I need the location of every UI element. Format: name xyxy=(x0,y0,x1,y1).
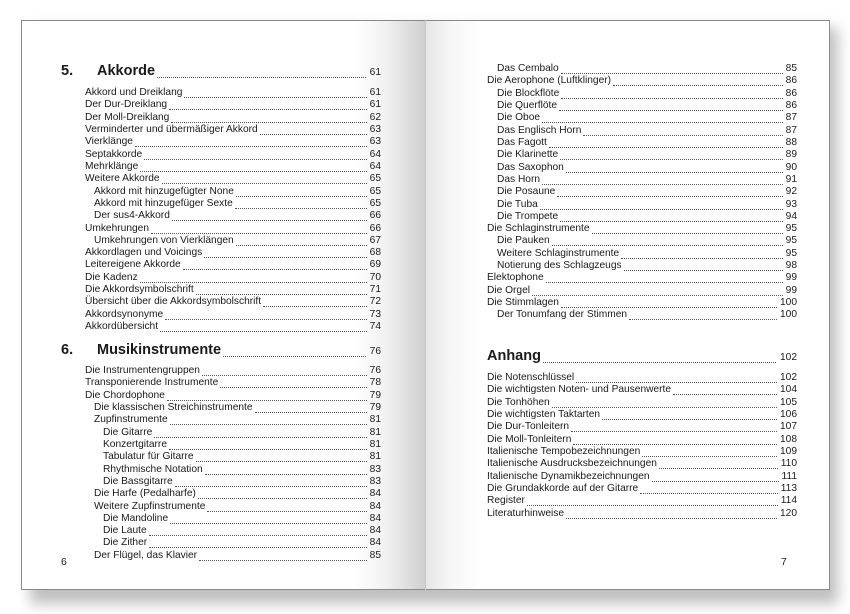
toc-entry-page: 114 xyxy=(780,495,797,507)
toc-entry-page: 66 xyxy=(369,210,381,222)
dot-leader xyxy=(236,235,367,246)
toc-entry[interactable] xyxy=(85,136,381,149)
dot-leader xyxy=(566,508,777,519)
toc-entry-page: 87 xyxy=(785,124,797,136)
toc-entry-page: 86 xyxy=(785,75,797,87)
toc-entry-page: 84 xyxy=(369,488,381,500)
toc-entry-page: 63 xyxy=(369,136,381,148)
toc-entry-page: 65 xyxy=(369,197,381,209)
toc-entry[interactable] xyxy=(85,272,381,285)
toc-entry[interactable] xyxy=(85,99,381,112)
toc-entry-label: Akkord mit hinzugefüger Sexte xyxy=(94,197,233,209)
dot-leader xyxy=(149,537,366,548)
toc-entry-label: Akkordübersicht xyxy=(85,321,159,333)
dot-leader xyxy=(154,427,366,438)
toc-entry-label: Die Instrumentengruppen xyxy=(85,365,200,376)
dot-leader xyxy=(149,525,367,536)
toc-entry[interactable] xyxy=(497,211,797,224)
toc-entry[interactable] xyxy=(85,161,381,174)
toc-entry-page: 61 xyxy=(369,99,381,111)
toc-entry[interactable] xyxy=(497,260,797,273)
toc-entry[interactable] xyxy=(487,508,797,521)
toc-entry[interactable] xyxy=(487,75,797,88)
toc-entry[interactable] xyxy=(497,309,797,322)
toc-entry[interactable] xyxy=(497,63,797,76)
toc-entry-label: Die Laute xyxy=(103,525,147,537)
dot-leader xyxy=(613,75,783,86)
toc-entry-label: Die Mandoline xyxy=(103,512,169,524)
dot-leader xyxy=(260,124,367,135)
toc-entry-label: Die Tuba xyxy=(497,198,538,210)
chapter-page-number: 102 xyxy=(780,352,797,363)
dot-leader xyxy=(172,210,367,221)
toc-entry-page: 83 xyxy=(369,463,381,475)
toc-entry-label: Mehrklänge xyxy=(85,160,139,172)
toc-entry-page: 109 xyxy=(780,445,797,457)
dot-leader xyxy=(205,464,367,475)
dot-leader xyxy=(642,446,777,457)
dot-leader xyxy=(542,112,783,123)
toc-entry-label: Die wichtigsten Taktarten xyxy=(487,408,601,420)
dot-leader xyxy=(552,235,783,246)
toc-entry[interactable] xyxy=(497,137,797,150)
toc-entry-label: Die Trompete xyxy=(497,210,559,222)
toc-entry[interactable] xyxy=(497,162,797,175)
chapter-5-heading[interactable] xyxy=(61,63,381,81)
toc-entry[interactable] xyxy=(94,210,381,223)
toc-entry-page: 88 xyxy=(785,136,797,148)
toc-entry[interactable] xyxy=(497,88,797,101)
toc-entry-label: Die Blockflöte xyxy=(497,87,560,99)
toc-entry[interactable] xyxy=(94,414,381,427)
toc-entry[interactable] xyxy=(487,434,797,447)
toc-entry-label: Die Tonhöhen xyxy=(487,396,550,408)
dot-leader xyxy=(171,112,366,123)
dot-leader xyxy=(198,488,367,499)
toc-entry-label: Die Klarinette xyxy=(497,149,559,161)
toc-entry[interactable] xyxy=(487,409,797,422)
dot-leader xyxy=(236,186,367,197)
dot-leader xyxy=(135,136,367,147)
toc-entry-label: Die Zither xyxy=(103,537,148,549)
toc-entry-page: 106 xyxy=(780,408,797,420)
toc-entry-page: 68 xyxy=(369,247,381,259)
toc-entry-label: Die Aerophone (Luftklinger) xyxy=(487,75,612,87)
toc-entry-label: Die Dur-Tonleitern xyxy=(487,421,570,433)
toc-entry-page: 100 xyxy=(780,309,797,321)
toc-entry-page: 65 xyxy=(369,173,381,185)
dot-leader xyxy=(673,384,777,395)
toc-entry-page: 91 xyxy=(785,173,797,185)
toc-entry[interactable] xyxy=(85,112,381,125)
dot-leader xyxy=(196,451,367,462)
toc-entry-label: Übersicht über die Akkordsymbolschrift xyxy=(85,296,262,308)
dot-leader xyxy=(220,377,366,388)
toc-entry[interactable] xyxy=(497,100,797,113)
toc-entry-label: Akkordsynonyme xyxy=(85,308,164,320)
toc-entry-page: 81 xyxy=(369,426,381,438)
toc-entry[interactable] xyxy=(85,365,381,378)
dot-leader xyxy=(573,434,777,445)
toc-entry-page: 93 xyxy=(785,198,797,210)
toc-entry-page: 83 xyxy=(369,475,381,487)
page-number-right: 7 xyxy=(781,556,787,568)
toc-entry-label: Septakkorde xyxy=(85,148,143,160)
toc-entry-label: Literaturhinweise xyxy=(487,507,565,519)
toc-entry-page: 81 xyxy=(369,451,381,463)
toc-entry-page: 61 xyxy=(369,87,381,98)
toc-entry-label: Weitere Akkorde xyxy=(85,173,160,185)
dot-leader xyxy=(170,414,367,425)
dot-leader xyxy=(255,402,367,413)
chapter-6-heading[interactable] xyxy=(61,342,381,360)
toc-entry-page: 107 xyxy=(780,421,797,433)
toc-entry-page: 81 xyxy=(369,414,381,426)
toc-entry[interactable] xyxy=(103,525,381,538)
toc-entry-label: Akkordlagen und Voicings xyxy=(85,247,203,259)
toc-entry-label: Weitere Zupfinstrumente xyxy=(94,500,206,512)
dot-leader xyxy=(546,272,783,283)
toc-entry-page: 111 xyxy=(781,470,797,482)
toc-entry-page: 105 xyxy=(780,396,797,408)
toc-entry[interactable] xyxy=(85,259,381,272)
toc-entry-label: Konzertgitarre xyxy=(103,438,167,450)
toc-entry-label: Die Notenschlüssel xyxy=(487,372,575,383)
dot-leader xyxy=(204,247,366,258)
dot-leader xyxy=(542,174,783,185)
toc-entry[interactable] xyxy=(103,537,381,550)
toc-entry[interactable] xyxy=(487,272,797,285)
dot-leader xyxy=(175,476,367,487)
toc-entry[interactable] xyxy=(487,372,797,385)
chapter-title: Musikinstrumente xyxy=(97,342,222,358)
toc-entry-label: Die Posaune xyxy=(497,186,556,198)
dot-leader xyxy=(559,100,783,111)
dot-leader xyxy=(160,321,367,332)
toc-entry-label: Akkord und Dreiklang xyxy=(85,87,183,98)
toc-entry[interactable] xyxy=(94,186,381,199)
book-gutter xyxy=(425,20,426,590)
toc-entry[interactable] xyxy=(85,124,381,137)
toc-entry-label: Das Fagott xyxy=(497,136,547,148)
toc-entry-label: Verminderter und übermäßiger Akkord xyxy=(85,123,258,135)
toc-entry[interactable] xyxy=(487,297,797,310)
toc-entry-page: 99 xyxy=(785,284,797,296)
dot-leader xyxy=(167,390,367,401)
toc-entry[interactable] xyxy=(487,223,797,236)
toc-entry[interactable] xyxy=(85,296,381,309)
dot-leader xyxy=(140,272,367,283)
toc-entry[interactable] xyxy=(94,550,381,563)
dot-leader xyxy=(202,365,367,376)
toc-entry-page: 71 xyxy=(369,284,381,296)
toc-entry-page: 113 xyxy=(780,482,797,494)
toc-entry[interactable] xyxy=(497,235,797,248)
toc-entry[interactable] xyxy=(103,476,381,489)
toc-entry[interactable] xyxy=(94,402,381,415)
dot-leader xyxy=(552,397,777,408)
dot-leader xyxy=(532,285,783,296)
dot-leader xyxy=(183,259,367,270)
dot-leader xyxy=(144,149,366,160)
toc-entry[interactable] xyxy=(85,149,381,162)
toc-entry-page: 81 xyxy=(369,438,381,450)
toc-entry-page: 110 xyxy=(780,458,797,470)
dot-leader xyxy=(170,513,367,524)
dot-leader xyxy=(621,248,783,259)
toc-entry-label: Akkord mit hinzugefügter None xyxy=(94,185,234,197)
dot-leader xyxy=(624,260,783,271)
toc-entry-page: 76 xyxy=(369,365,381,376)
toc-entry[interactable] xyxy=(103,439,381,452)
toc-entry[interactable] xyxy=(487,421,797,434)
toc-entry-page: 85 xyxy=(785,63,797,74)
toc-entry-label: Italienische Tempobezeichnungen xyxy=(487,445,641,457)
toc-entry-page: 94 xyxy=(785,210,797,222)
toc-entry-page: 66 xyxy=(369,222,381,234)
dot-leader xyxy=(207,501,366,512)
toc-entry[interactable] xyxy=(85,321,381,334)
toc-entry-label: Rhythmische Notation xyxy=(103,463,203,475)
chapter-title: Anhang xyxy=(487,348,541,364)
toc-entry[interactable] xyxy=(497,174,797,187)
toc-entry[interactable] xyxy=(94,235,381,248)
toc-entry-page: 79 xyxy=(369,401,381,413)
toc-entry-label: Elektophone xyxy=(487,272,544,284)
dot-leader xyxy=(560,149,783,160)
dot-leader xyxy=(199,550,367,561)
toc-entry-page: 67 xyxy=(369,234,381,246)
toc-entry[interactable] xyxy=(497,186,797,199)
toc-entry[interactable] xyxy=(85,247,381,260)
dot-leader xyxy=(561,88,782,99)
toc-entry[interactable] xyxy=(497,112,797,125)
dot-leader xyxy=(557,186,782,197)
toc-entry-label: Die Kadenz xyxy=(85,271,138,283)
dot-leader xyxy=(543,352,776,363)
toc-entry-label: Die Querflöte xyxy=(497,99,558,111)
toc-entry-label: Register xyxy=(487,495,525,507)
toc-entry-page: 104 xyxy=(780,384,797,396)
dot-leader xyxy=(151,223,367,234)
toc-entry-page: 84 xyxy=(369,512,381,524)
toc-entry-label: Der Moll-Dreiklang xyxy=(85,111,170,123)
toc-entry-page: 90 xyxy=(785,161,797,173)
toc-entry-page: 79 xyxy=(369,389,381,401)
toc-entry-page: 108 xyxy=(780,433,797,445)
chapter-title: Akkorde xyxy=(97,63,156,79)
toc-entry-label: Weitere Schlaginstrumente xyxy=(497,247,620,259)
toc-entry[interactable] xyxy=(497,149,797,162)
toc-entry-label: Die Akkordsymbolschrift xyxy=(85,284,194,296)
toc-entry-page: 95 xyxy=(785,235,797,247)
dot-leader xyxy=(157,67,366,78)
toc-entry-page: 87 xyxy=(785,112,797,124)
dot-leader xyxy=(140,161,366,172)
toc-entry-page: 100 xyxy=(780,297,797,309)
toc-entry-label: Der sus4-Akkord xyxy=(94,210,170,222)
dot-leader xyxy=(629,309,777,320)
toc-entry[interactable] xyxy=(487,458,797,471)
dot-leader xyxy=(263,296,367,307)
dot-leader xyxy=(592,223,783,234)
toc-entry-page: 69 xyxy=(369,259,381,271)
dot-leader xyxy=(223,346,366,357)
toc-entry[interactable] xyxy=(103,513,381,526)
toc-entry-page: 102 xyxy=(780,372,797,383)
toc-entry-label: Die Chordophone xyxy=(85,389,165,401)
dot-leader xyxy=(640,483,778,494)
toc-entry-page: 95 xyxy=(785,247,797,259)
dot-leader xyxy=(549,137,783,148)
toc-entry[interactable] xyxy=(487,495,797,508)
toc-entry-label: Das Horn xyxy=(497,173,541,185)
toc-entry[interactable] xyxy=(94,501,381,514)
toc-entry-label: Die Oboe xyxy=(497,112,541,124)
chapter-page-number: 61 xyxy=(369,67,381,78)
page-number-left: 6 xyxy=(61,556,67,568)
chapter-page-number: 76 xyxy=(369,346,381,357)
dot-leader xyxy=(560,211,783,222)
toc-entry-page: 86 xyxy=(785,99,797,111)
toc-entry[interactable] xyxy=(497,125,797,138)
toc-entry-label: Die Schlaginstrumente xyxy=(487,223,590,235)
toc-entry[interactable] xyxy=(94,488,381,501)
toc-entry-label: Die klassischen Streichinstrumente xyxy=(94,401,253,413)
toc-entry[interactable] xyxy=(85,173,381,186)
toc-entry[interactable] xyxy=(487,384,797,397)
toc-entry-label: Der Tonumfang der Stimmen xyxy=(497,309,628,321)
dot-leader xyxy=(583,125,782,136)
dot-leader xyxy=(235,198,367,209)
dot-leader xyxy=(540,199,783,210)
toc-entry[interactable] xyxy=(497,199,797,212)
dot-leader xyxy=(561,63,783,74)
toc-entry[interactable] xyxy=(103,464,381,477)
toc-entry-page: 78 xyxy=(369,377,381,389)
toc-entry-page: 86 xyxy=(785,87,797,99)
toc-entry-page: 98 xyxy=(785,260,797,272)
toc-entry-label: Die Grundakkorde auf der Gitarre xyxy=(487,482,639,494)
chapter-number: 5. xyxy=(61,63,74,79)
chapter-number: 6. xyxy=(61,342,74,358)
toc-entry-label: Die Moll-Tonleitern xyxy=(487,433,572,445)
toc-entry-label: Die Pauken xyxy=(497,235,550,247)
dot-leader xyxy=(652,471,779,482)
toc-entry-page: 95 xyxy=(785,223,797,235)
dot-leader xyxy=(184,87,366,98)
toc-entry-page: 120 xyxy=(780,507,797,519)
toc-entry-page: 92 xyxy=(785,186,797,198)
toc-entry-page: 89 xyxy=(785,149,797,161)
toc-entry-page: 73 xyxy=(369,308,381,320)
toc-entry-label: Die Stimmlagen xyxy=(487,297,559,309)
toc-entry-page: 62 xyxy=(369,111,381,123)
toc-entry-page: 74 xyxy=(369,321,381,333)
dot-leader xyxy=(196,284,367,295)
toc-entry-label: Vierklänge xyxy=(85,136,133,148)
toc-entry-label: Leitereigene Akkorde xyxy=(85,259,181,271)
dot-leader xyxy=(169,99,367,110)
toc-entry-page: 63 xyxy=(369,123,381,135)
toc-entry-label: Die Harfe (Pedalharfe) xyxy=(94,488,196,500)
toc-entry[interactable] xyxy=(85,390,381,403)
dot-leader xyxy=(527,495,778,506)
dot-leader xyxy=(576,372,777,383)
toc-entry-label: Das Englisch Horn xyxy=(497,124,582,136)
toc-entry-label: Das Saxophon xyxy=(497,161,564,173)
toc-entry-label: Der Flügel, das Klavier xyxy=(94,549,198,561)
toc-entry-label: Umkehrungen xyxy=(85,222,149,234)
toc-entry-label: Zupfinstrumente xyxy=(94,414,168,426)
dot-leader xyxy=(659,458,778,469)
toc-entry-page: 70 xyxy=(369,271,381,283)
toc-entry[interactable] xyxy=(103,451,381,464)
toc-entry-page: 85 xyxy=(369,549,381,561)
toc-entry-label: Die Orgel xyxy=(487,284,531,296)
toc-entry-label: Tabulatur für Gitarre xyxy=(103,451,194,463)
toc-entry-page: 84 xyxy=(369,525,381,537)
toc-entry-label: Italienische Ausdrucksbezeichnungen xyxy=(487,458,657,470)
toc-entry[interactable] xyxy=(85,87,381,100)
toc-entry-label: Der Dur-Dreiklang xyxy=(85,99,168,111)
toc-entry-page: 84 xyxy=(369,537,381,549)
toc-entry[interactable] xyxy=(94,198,381,211)
dot-leader xyxy=(561,297,777,308)
toc-entry[interactable] xyxy=(487,397,797,410)
dot-leader xyxy=(602,409,777,420)
toc-entry-label: Die Gitarre xyxy=(103,426,153,438)
toc-entry-label: Die wichtigsten Noten- und Pausenwerte xyxy=(487,384,672,396)
toc-entry-page: 65 xyxy=(369,185,381,197)
toc-entry-page: 84 xyxy=(369,500,381,512)
appendix-heading[interactable] xyxy=(487,348,797,366)
toc-entry[interactable] xyxy=(497,248,797,261)
toc-entry-page: 64 xyxy=(369,160,381,172)
toc-entry[interactable] xyxy=(487,471,797,484)
toc-entry-page: 64 xyxy=(369,148,381,160)
toc-entry[interactable] xyxy=(85,223,381,236)
dot-leader xyxy=(169,439,367,450)
dot-leader xyxy=(566,162,783,173)
toc-entry[interactable] xyxy=(487,446,797,459)
toc-entry-label: Transponierende Instrumente xyxy=(85,377,219,389)
toc-entry[interactable] xyxy=(85,309,381,322)
toc-entry-page: 72 xyxy=(369,296,381,308)
toc-entry[interactable] xyxy=(103,427,381,440)
toc-entry[interactable] xyxy=(85,377,381,390)
dot-leader xyxy=(165,309,367,320)
toc-entry-label: Das Cembalo xyxy=(497,63,559,74)
toc-entry-label: Umkehrungen von Vierklängen xyxy=(94,234,234,246)
toc-entry[interactable] xyxy=(487,483,797,496)
toc-entry-label: Die Bassgitarre xyxy=(103,475,173,487)
toc-entry-label: Italienische Dynamikbezeichnungen xyxy=(487,470,650,482)
dot-leader xyxy=(162,173,367,184)
toc-entry[interactable] xyxy=(487,285,797,298)
dot-leader xyxy=(571,421,777,432)
toc-entry-page: 99 xyxy=(785,272,797,284)
toc-entry-label: Notierung des Schlagzeugs xyxy=(497,260,622,272)
